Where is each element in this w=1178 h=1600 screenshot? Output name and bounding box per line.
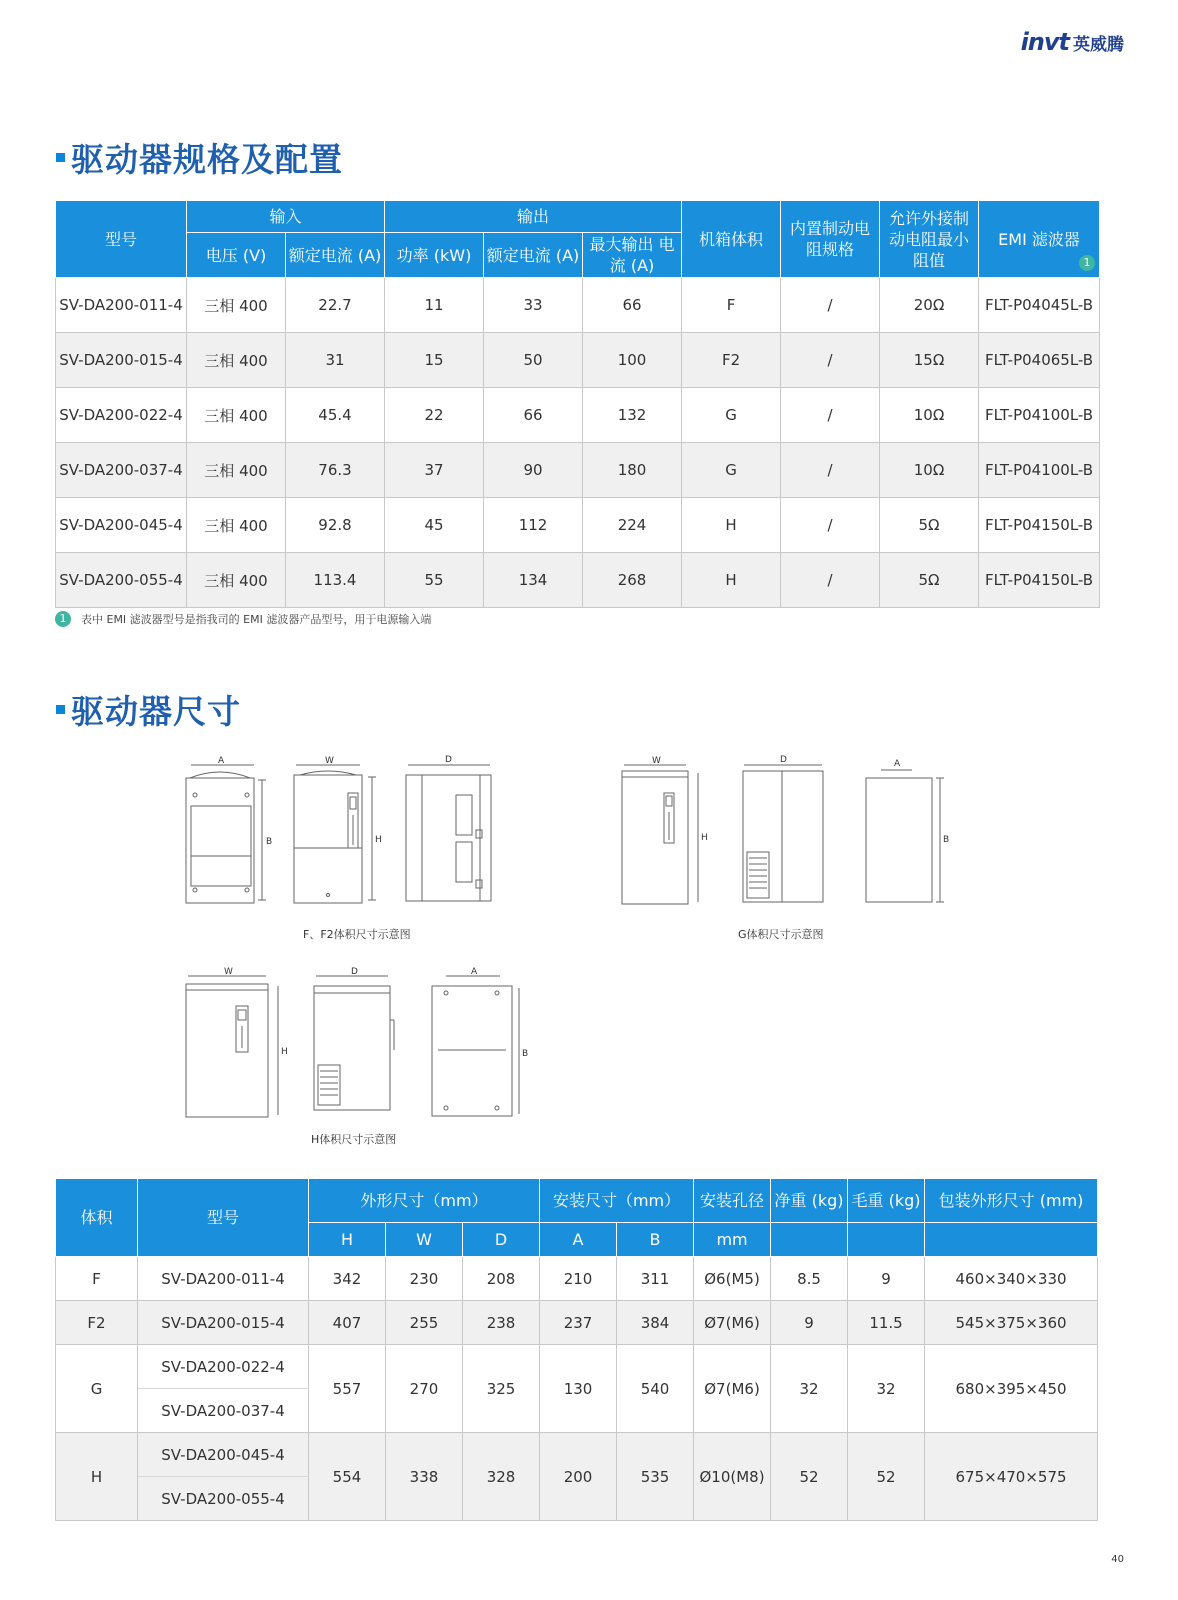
cell-h: 554	[309, 1433, 386, 1521]
cell-ext-resistor: 15Ω	[880, 333, 979, 388]
cell-model: SV-DA200-045-4	[56, 498, 187, 553]
cell-b: 540	[617, 1345, 694, 1433]
cell-h: 407	[309, 1301, 386, 1345]
g-back-view-drawing	[866, 770, 944, 902]
cell-max-current: 100	[583, 333, 682, 388]
cell-model: SV-DA200-055-4	[56, 553, 187, 608]
cell-net: 8.5	[771, 1257, 848, 1301]
cell-model: SV-DA200-037-4	[56, 443, 187, 498]
header-input-current: 额定电流 (A)	[286, 233, 385, 278]
cell-w: 255	[386, 1301, 463, 1345]
cell-h: 342	[309, 1257, 386, 1301]
page-number: 40	[1111, 1554, 1124, 1565]
cell-emi: FLT-P04045L-B	[979, 278, 1100, 333]
cell-net: 52	[771, 1433, 848, 1521]
header-input-voltage: 电压 (V)	[187, 233, 286, 278]
cell-in-current: 45.4	[286, 388, 385, 443]
cell-model: SV-DA200-055-4	[138, 1477, 309, 1521]
note-badge-icon: 1	[1079, 255, 1095, 271]
h-back-view-drawing	[432, 976, 519, 1116]
header-hole: 安装孔径	[694, 1179, 771, 1223]
header-blank	[848, 1223, 925, 1257]
header-b: B	[617, 1223, 694, 1257]
brand-logo	[1021, 28, 1124, 56]
dimensions-table	[55, 1178, 1098, 1521]
header-frame: 体积	[56, 1179, 138, 1257]
cell-emi: FLT-P04100L-B	[979, 388, 1100, 443]
dim-label-h: H	[375, 835, 382, 845]
cell-out-current: 33	[484, 278, 583, 333]
cell-out-current: 90	[484, 443, 583, 498]
cell-max-current: 66	[583, 278, 682, 333]
dim-label-d: D	[351, 967, 358, 977]
cell-frame: G	[56, 1345, 138, 1433]
cell-brake: /	[781, 443, 880, 498]
cell-a: 237	[540, 1301, 617, 1345]
cell-max-current: 224	[583, 498, 682, 553]
cell-package: 680×395×450	[925, 1345, 1098, 1433]
cell-ext-resistor: 5Ω	[880, 553, 979, 608]
dim-label-h: H	[281, 1047, 288, 1057]
table-row	[56, 333, 1100, 388]
h-front-view-drawing	[186, 976, 278, 1117]
header-package: 包装外形尺寸 (mm)	[925, 1179, 1098, 1223]
header-ext-resistor: 允许外接制 动电阻最小 阻值	[880, 201, 979, 278]
cell-out-current: 50	[484, 333, 583, 388]
g-side-view-drawing	[743, 765, 823, 902]
header-output-max-current: 最大输出 电流 (A)	[583, 233, 682, 278]
cell-hole: Ø7(M6)	[694, 1345, 771, 1433]
cell-model: SV-DA200-022-4	[56, 388, 187, 443]
cell-model: SV-DA200-011-4	[56, 278, 187, 333]
section-title-spec	[56, 134, 343, 181]
section-bullet-icon	[56, 153, 65, 162]
cell-cabinet: F2	[682, 333, 781, 388]
logo-mark: invt	[1020, 28, 1069, 56]
header-output-current: 额定电流 (A)	[484, 233, 583, 278]
cell-emi: FLT-P04150L-B	[979, 553, 1100, 608]
cell-net: 32	[771, 1345, 848, 1433]
header-blank	[925, 1223, 1098, 1257]
dim-label-h: H	[701, 833, 708, 843]
cell-model: SV-DA200-011-4	[138, 1257, 309, 1301]
table-row	[56, 443, 1100, 498]
section-title-text: 驱动器规格及配置	[71, 140, 343, 179]
f-back-view-drawing	[186, 765, 266, 903]
cell-gross: 32	[848, 1345, 925, 1433]
cell-emi: FLT-P04150L-B	[979, 498, 1100, 553]
cell-package: 675×470×575	[925, 1433, 1098, 1521]
cell-out-current: 134	[484, 553, 583, 608]
dim-label-b: B	[522, 1049, 529, 1059]
header-output-power: 功率 (kW)	[385, 233, 484, 278]
dim-label-w: W	[325, 756, 334, 766]
header-brake: 内置制动电 阻规格	[781, 201, 880, 278]
dim-label-w: W	[224, 967, 233, 977]
cell-cabinet: H	[682, 553, 781, 608]
cell-model: SV-DA200-037-4	[138, 1389, 309, 1433]
table-row	[56, 1433, 1098, 1477]
h-side-view-drawing	[314, 976, 394, 1110]
cell-emi: FLT-P04100L-B	[979, 443, 1100, 498]
cell-model: SV-DA200-045-4	[138, 1433, 309, 1477]
cell-power: 45	[385, 498, 484, 553]
cell-max-current: 180	[583, 443, 682, 498]
cell-d: 238	[463, 1301, 540, 1345]
cell-hole: Ø7(M6)	[694, 1301, 771, 1345]
cell-brake: /	[781, 498, 880, 553]
f-front-view-drawing	[294, 765, 376, 903]
cell-a: 130	[540, 1345, 617, 1433]
cell-d: 328	[463, 1433, 540, 1521]
cell-model: SV-DA200-015-4	[56, 333, 187, 388]
dim-label-w: W	[652, 756, 661, 766]
cell-frame: H	[56, 1433, 138, 1521]
cell-voltage: 三相 400	[187, 443, 286, 498]
cell-brake: /	[781, 553, 880, 608]
header-h: H	[309, 1223, 386, 1257]
table-row	[56, 278, 1100, 333]
caption-f: F、F2体积尺寸示意图	[303, 928, 411, 941]
dim-label-a: A	[471, 967, 478, 977]
cell-max-current: 268	[583, 553, 682, 608]
cell-power: 11	[385, 278, 484, 333]
cell-ext-resistor: 5Ω	[880, 498, 979, 553]
cell-package: 460×340×330	[925, 1257, 1098, 1301]
cell-cabinet: F	[682, 278, 781, 333]
dim-label-d: D	[780, 755, 787, 765]
header-model: 型号	[138, 1179, 309, 1257]
table-row	[56, 1301, 1098, 1345]
header-net-weight: 净重 (kg)	[771, 1179, 848, 1223]
cell-emi: FLT-P04065L-B	[979, 333, 1100, 388]
header-emi	[979, 201, 1100, 278]
cell-power: 55	[385, 553, 484, 608]
cell-net: 9	[771, 1301, 848, 1345]
cell-in-current: 31	[286, 333, 385, 388]
header-blank	[771, 1223, 848, 1257]
cell-ext-resistor: 20Ω	[880, 278, 979, 333]
section-title-dimensions	[56, 686, 241, 733]
cell-out-current: 66	[484, 388, 583, 443]
cell-a: 200	[540, 1433, 617, 1521]
table-row	[56, 553, 1100, 608]
table-row	[56, 1257, 1098, 1301]
header-w: W	[386, 1223, 463, 1257]
cell-frame: F	[56, 1257, 138, 1301]
cell-model: SV-DA200-015-4	[138, 1301, 309, 1345]
cell-voltage: 三相 400	[187, 388, 286, 443]
cell-hole: Ø6(M5)	[694, 1257, 771, 1301]
f-side-view-drawing	[406, 765, 491, 901]
cell-w: 270	[386, 1345, 463, 1433]
cell-in-current: 113.4	[286, 553, 385, 608]
cell-b: 535	[617, 1433, 694, 1521]
cell-d: 208	[463, 1257, 540, 1301]
cell-h: 557	[309, 1345, 386, 1433]
cell-b: 311	[617, 1257, 694, 1301]
cell-w: 338	[386, 1433, 463, 1521]
cell-ext-resistor: 10Ω	[880, 443, 979, 498]
cell-voltage: 三相 400	[187, 333, 286, 388]
header-output: 输出	[385, 201, 682, 233]
header-input: 输入	[187, 201, 385, 233]
cell-brake: /	[781, 333, 880, 388]
cell-voltage: 三相 400	[187, 553, 286, 608]
dim-label-b: B	[943, 835, 950, 845]
table-row	[56, 1345, 1098, 1389]
table-row	[56, 388, 1100, 443]
cell-cabinet: H	[682, 498, 781, 553]
header-cabinet: 机箱体积	[682, 201, 781, 278]
cell-out-current: 112	[484, 498, 583, 553]
header-outline: 外形尺寸（mm）	[309, 1179, 540, 1223]
cell-in-current: 22.7	[286, 278, 385, 333]
cell-brake: /	[781, 278, 880, 333]
note-badge-icon: 1	[55, 611, 71, 627]
header-mount: 安装尺寸（mm）	[540, 1179, 694, 1223]
cell-model: SV-DA200-022-4	[138, 1345, 309, 1389]
cell-brake: /	[781, 388, 880, 443]
logo-name: 英威腾	[1073, 34, 1124, 55]
cell-voltage: 三相 400	[187, 498, 286, 553]
dim-label-b: B	[266, 837, 273, 847]
cell-gross: 52	[848, 1433, 925, 1521]
cell-in-current: 92.8	[286, 498, 385, 553]
header-gross-weight: 毛重 (kg)	[848, 1179, 925, 1223]
dim-label-d: D	[445, 755, 452, 765]
header-model: 型号	[56, 201, 187, 278]
header-d: D	[463, 1223, 540, 1257]
cell-in-current: 76.3	[286, 443, 385, 498]
cell-cabinet: G	[682, 388, 781, 443]
cell-hole: Ø10(M8)	[694, 1433, 771, 1521]
cell-power: 15	[385, 333, 484, 388]
footnote	[55, 611, 431, 627]
cell-gross: 9	[848, 1257, 925, 1301]
header-emi-label: EMI 滤波器	[998, 229, 1080, 249]
cell-frame: F2	[56, 1301, 138, 1345]
section-title-text: 驱动器尺寸	[71, 692, 241, 731]
g-front-view-drawing	[622, 765, 698, 904]
header-a: A	[540, 1223, 617, 1257]
caption-g: G体积尺寸示意图	[738, 928, 824, 941]
footnote-text: 表中 EMI 滤波器型号是指我司的 EMI 滤波器产品型号，用于电源输入端	[81, 613, 432, 626]
cell-b: 384	[617, 1301, 694, 1345]
section-bullet-icon	[56, 705, 65, 714]
dim-label-a: A	[894, 759, 901, 769]
cell-gross: 11.5	[848, 1301, 925, 1345]
spec-table	[55, 200, 1100, 608]
cell-d: 325	[463, 1345, 540, 1433]
cell-ext-resistor: 10Ω	[880, 388, 979, 443]
cell-power: 22	[385, 388, 484, 443]
cell-voltage: 三相 400	[187, 278, 286, 333]
cell-max-current: 132	[583, 388, 682, 443]
cell-cabinet: G	[682, 443, 781, 498]
cell-power: 37	[385, 443, 484, 498]
caption-h: H体积尺寸示意图	[311, 1133, 397, 1146]
cell-package: 545×375×360	[925, 1301, 1098, 1345]
header-hole-unit: mm	[694, 1223, 771, 1257]
cell-a: 210	[540, 1257, 617, 1301]
cell-w: 230	[386, 1257, 463, 1301]
table-row	[56, 498, 1100, 553]
dim-label-a: A	[218, 756, 225, 766]
